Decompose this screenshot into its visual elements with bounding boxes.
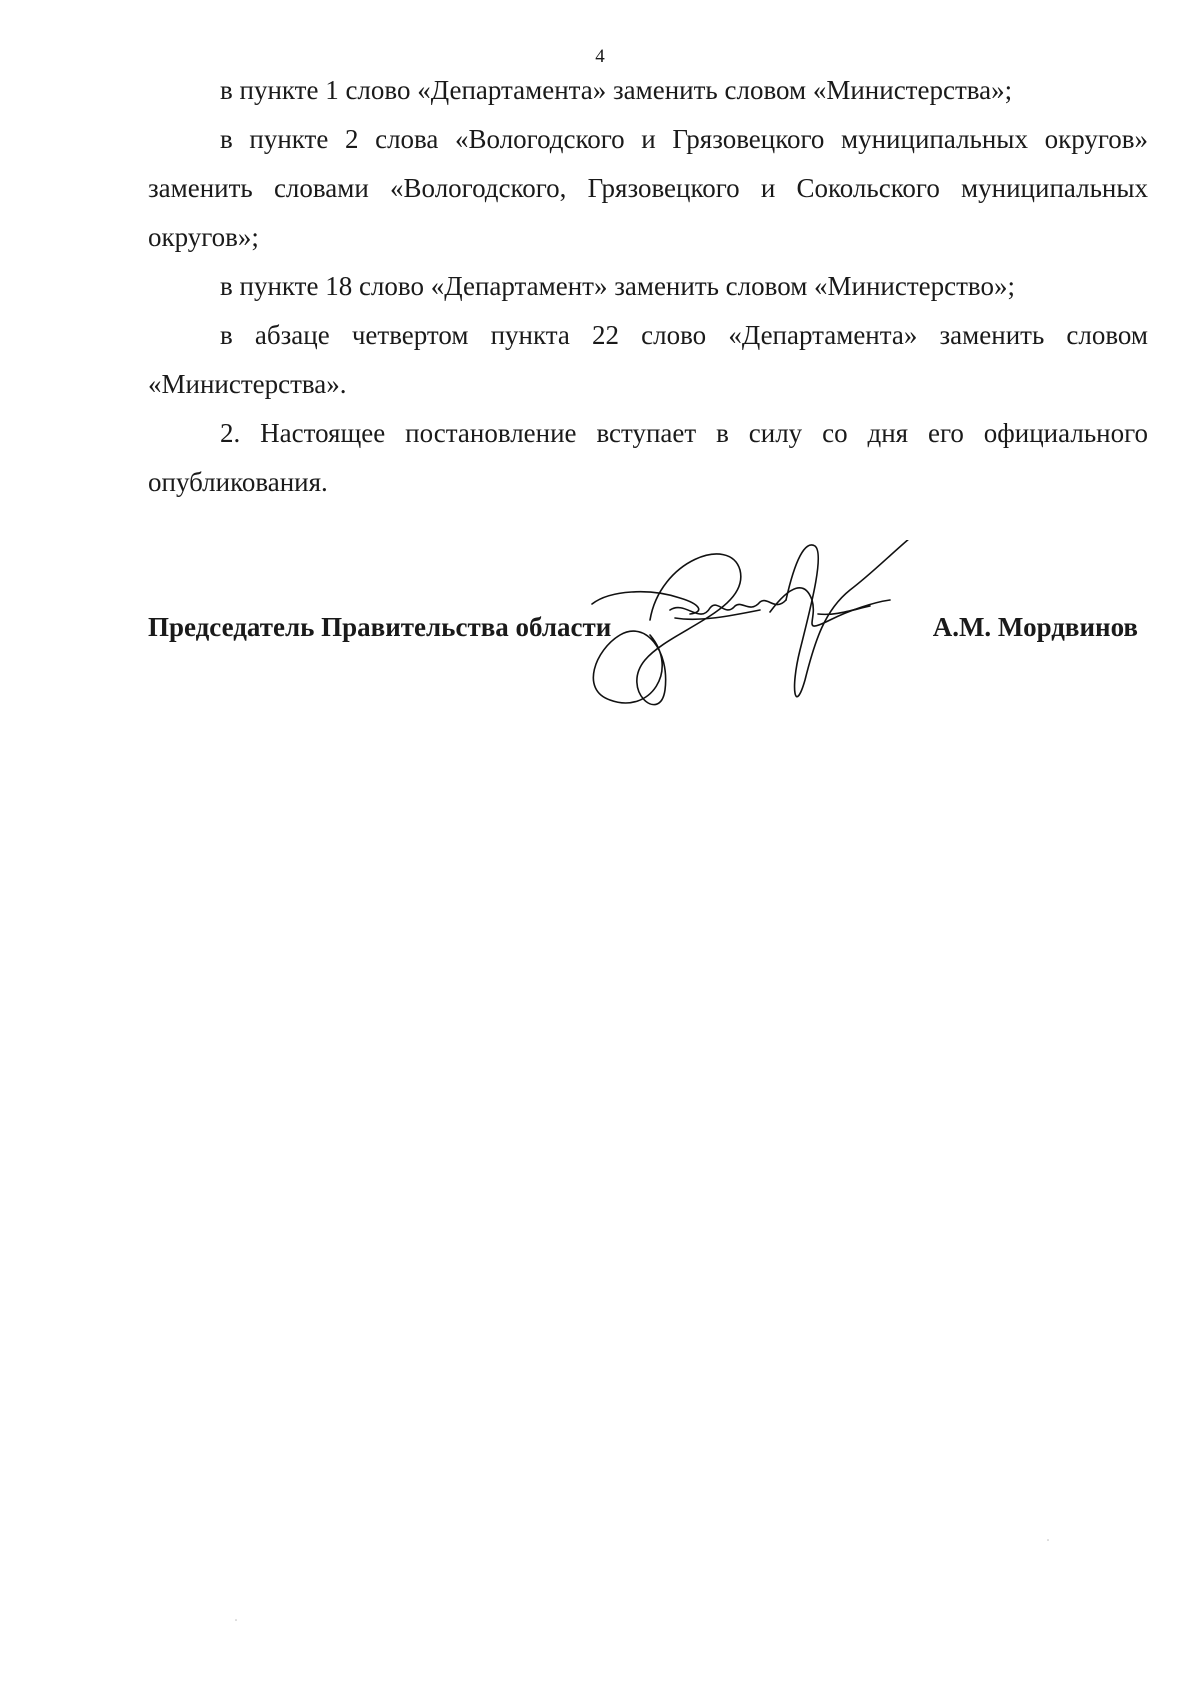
paragraph-item-2-amendment: в пункте 2 слова «Вологодского и Грязовецкого муниципальных округов» заменить словами «Вологодского, Грязовецкого и Сокольского муниципальных округов»; <box>148 124 1148 252</box>
handwritten-signature-icon <box>590 540 950 750</box>
signatory-name: А.М. Мордвинов <box>932 612 1138 642</box>
signatory-role: Председатель Правительства области <box>148 612 612 642</box>
paragraph-item-18-amendment: в пункте 18 слово «Департамент» заменить словом «Министерство»; <box>220 271 1015 301</box>
paragraph-effective-date: 2. Настоящее постановление вступает в силу со дня его официального опубликования. <box>148 418 1148 497</box>
paragraph-item-22-amendment: в абзаце четвертом пункта 22 слово «Департамента» заменить словом «Министерства». <box>148 320 1148 399</box>
document-body <box>148 66 1148 507</box>
page-number: 4 <box>595 46 605 67</box>
paragraph-item-1-amendment: в пункте 1 слово «Департамента» заменить словом «Министерства»; <box>220 75 1013 105</box>
